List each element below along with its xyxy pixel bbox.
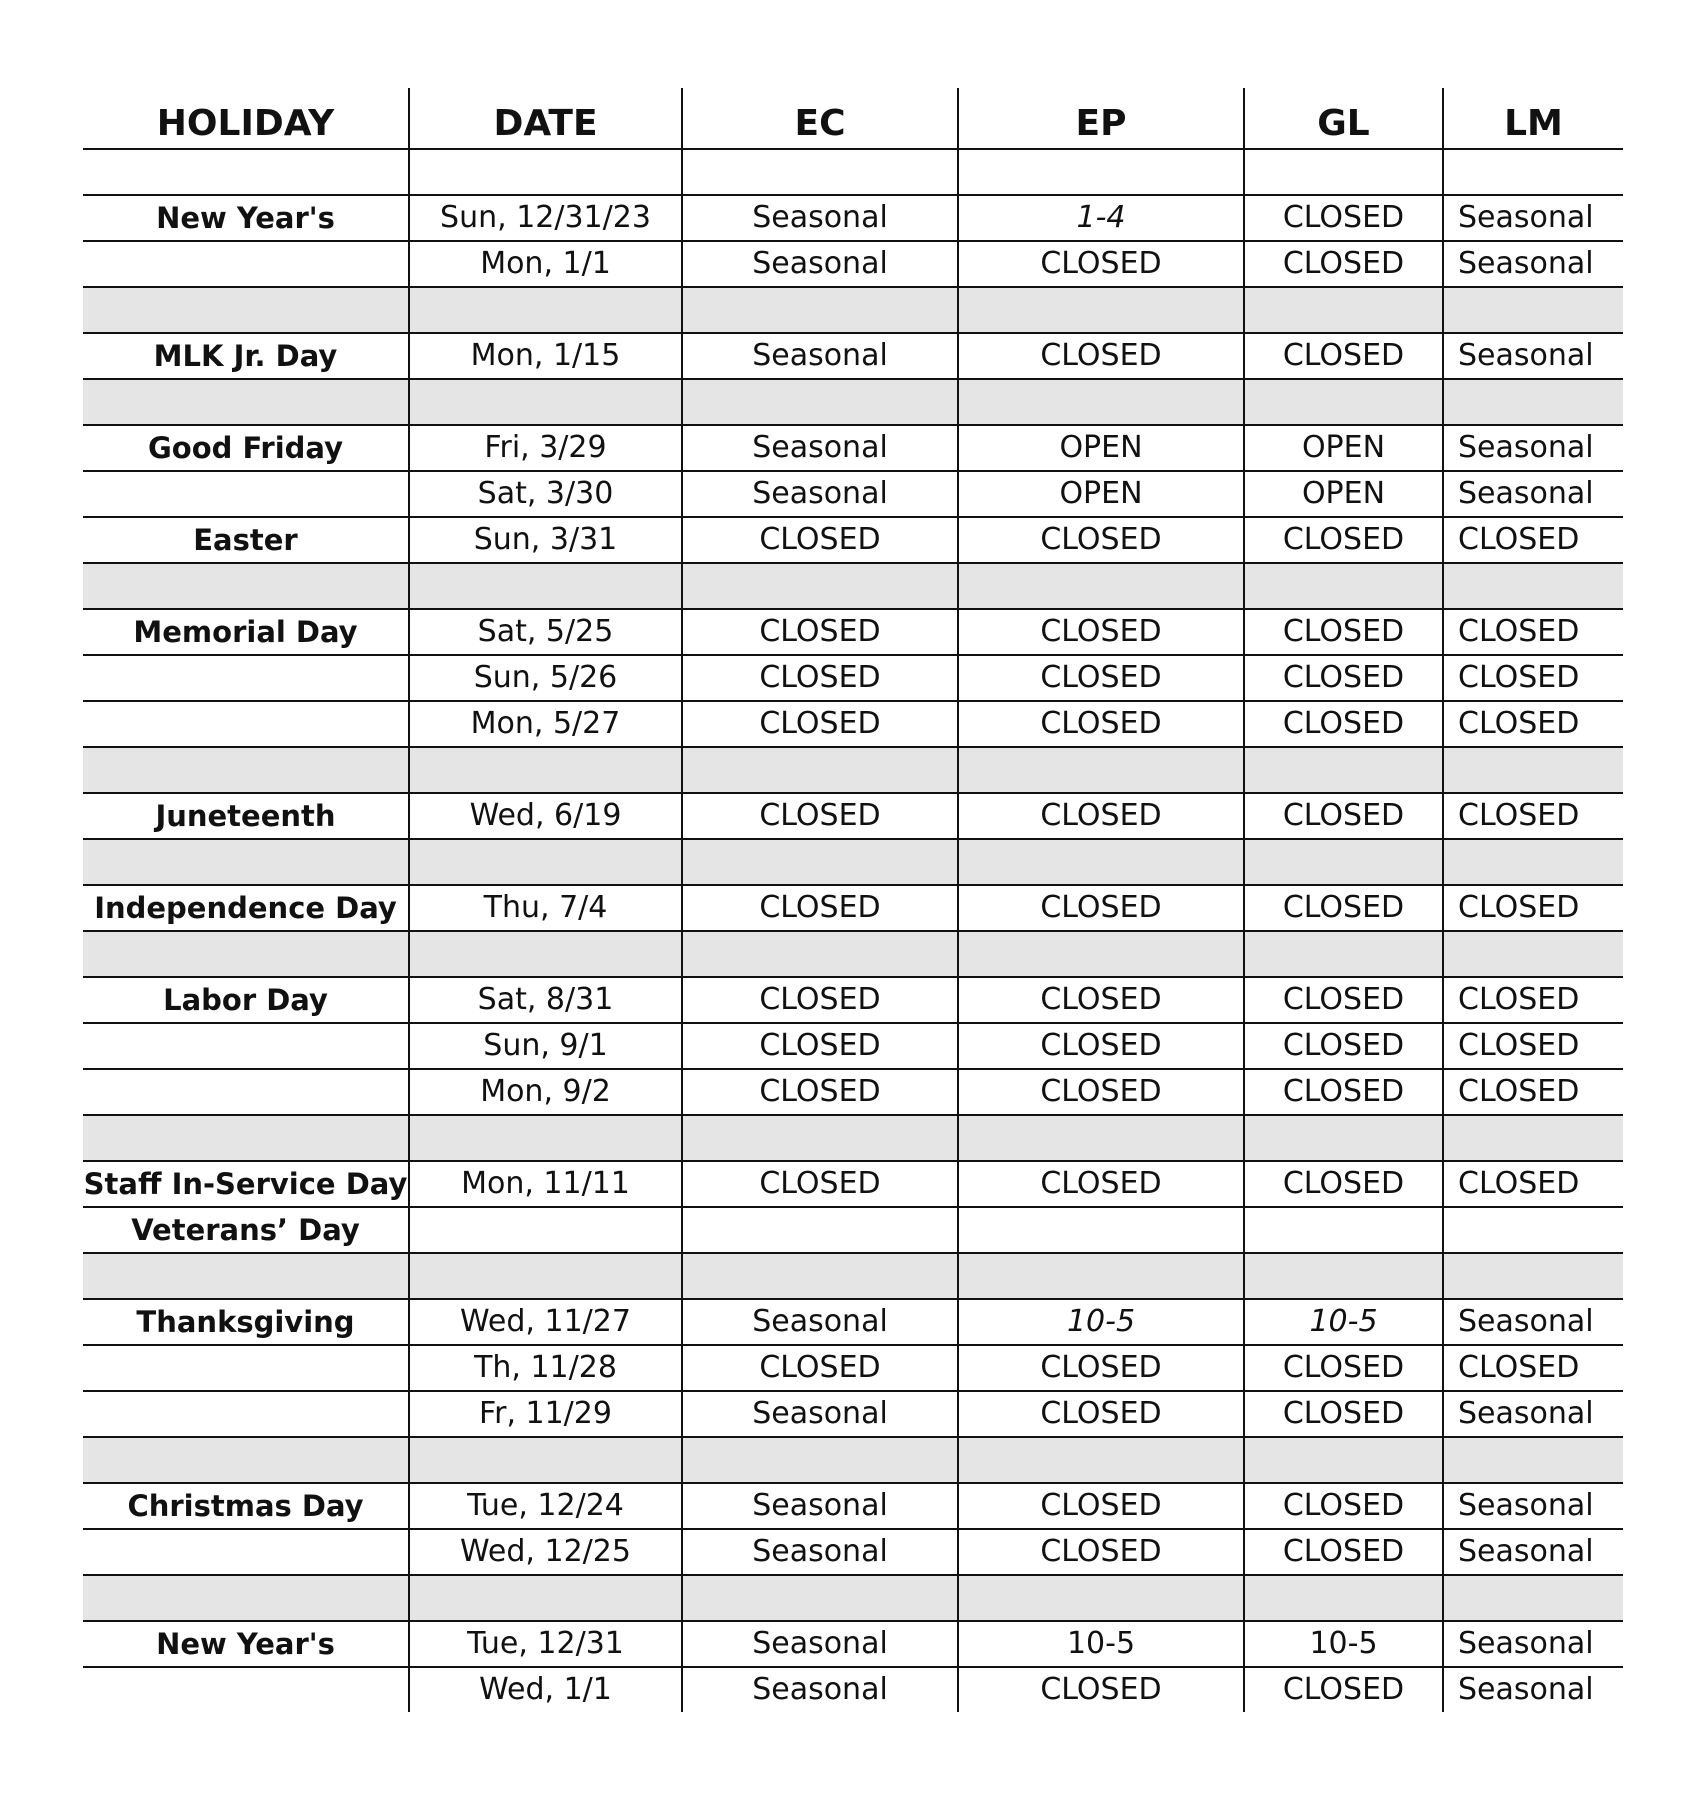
date-cell: Wed, 11/27 [409,1299,682,1345]
gl-cell: CLOSED [1244,1023,1443,1069]
empty-cell [958,287,1244,333]
empty-cell [1244,149,1443,195]
empty-cell [83,1575,409,1621]
ec-cell: Seasonal [682,471,958,517]
date-cell: Sat, 3/30 [409,471,682,517]
lm-cell: Seasonal [1443,471,1623,517]
empty-cell [682,379,958,425]
empty-cell [409,1253,682,1299]
spacer-row [83,1115,1623,1161]
ec-cell: CLOSED [682,977,958,1023]
empty-cell [83,563,409,609]
gl-cell: OPEN [1244,471,1443,517]
empty-cell [1443,1437,1623,1483]
ep-cell: CLOSED [958,1069,1244,1115]
ec-cell: CLOSED [682,609,958,655]
holiday-cell [83,1391,409,1437]
table-row [83,655,1623,701]
date-cell: Sun, 9/1 [409,1023,682,1069]
empty-cell [1443,747,1623,793]
lm-cell: CLOSED [1443,1161,1623,1207]
lm-cell: CLOSED [1443,609,1623,655]
empty-cell [1443,839,1623,885]
date-cell: Mon, 1/1 [409,241,682,287]
ec-cell: CLOSED [682,793,958,839]
ep-cell: 10-5 [958,1299,1244,1345]
empty-cell [682,149,958,195]
gl-cell: CLOSED [1244,1667,1443,1712]
empty-cell [958,149,1244,195]
holiday-cell [83,1529,409,1575]
ep-cell: 10-5 [958,1621,1244,1667]
holiday-cell [83,655,409,701]
empty-cell [1244,563,1443,609]
table-row [83,977,1623,1023]
column-header-date: DATE [409,88,682,149]
spacer-row [83,1437,1623,1483]
date-cell: Wed, 1/1 [409,1667,682,1712]
holiday-cell: MLK Jr. Day [83,333,409,379]
gl-cell: CLOSED [1244,1483,1443,1529]
date-cell: Mon, 5/27 [409,701,682,747]
ep-cell: CLOSED [958,333,1244,379]
ep-cell: CLOSED [958,1391,1244,1437]
gl-cell: CLOSED [1244,701,1443,747]
holiday-cell: Thanksgiving [83,1299,409,1345]
column-header-lm: LM [1443,88,1623,149]
table-row [83,1667,1623,1712]
holiday-cell [83,1667,409,1712]
lm-cell: Seasonal [1443,195,1623,241]
lm-cell: Seasonal [1443,1529,1623,1575]
empty-cell [1244,747,1443,793]
spacer-row [83,287,1623,333]
empty-cell [682,931,958,977]
table-row [83,333,1623,379]
table-body [83,149,1623,1712]
gl-cell: CLOSED [1244,1529,1443,1575]
ec-cell: CLOSED [682,1161,958,1207]
ec-cell: CLOSED [682,655,958,701]
table-row [83,425,1623,471]
holiday-cell [83,1345,409,1391]
ep-cell: CLOSED [958,793,1244,839]
ec-cell: Seasonal [682,425,958,471]
table-row [83,1483,1623,1529]
ep-cell [958,1207,1244,1253]
table-row [83,1069,1623,1115]
lm-cell: Seasonal [1443,1667,1623,1712]
table-row [83,1207,1623,1253]
date-cell: Sun, 3/31 [409,517,682,563]
empty-cell [409,287,682,333]
lm-cell [1443,1207,1623,1253]
holiday-cell [83,241,409,287]
empty-cell [1244,1253,1443,1299]
empty-cell [1244,1575,1443,1621]
holiday-schedule-table [83,88,1623,1712]
table-row [83,195,1623,241]
holiday-cell: Memorial Day [83,609,409,655]
empty-cell [409,839,682,885]
empty-cell [1443,1115,1623,1161]
empty-cell [682,839,958,885]
empty-cell [409,149,682,195]
date-cell: Sat, 5/25 [409,609,682,655]
empty-cell [958,747,1244,793]
column-header-gl: GL [1244,88,1443,149]
empty-cell [409,1575,682,1621]
spacer-row [83,1253,1623,1299]
ep-cell: 1-4 [958,195,1244,241]
empty-cell [83,747,409,793]
gl-cell: CLOSED [1244,793,1443,839]
ep-cell: CLOSED [958,517,1244,563]
empty-cell [83,287,409,333]
lm-cell: CLOSED [1443,977,1623,1023]
empty-cell [83,149,409,195]
ec-cell: CLOSED [682,1069,958,1115]
ec-cell: Seasonal [682,333,958,379]
table-row [83,609,1623,655]
lm-cell: CLOSED [1443,1345,1623,1391]
lm-cell: Seasonal [1443,241,1623,287]
ec-cell [682,1207,958,1253]
spacer-row [83,1575,1623,1621]
empty-cell [682,1253,958,1299]
gl-cell: CLOSED [1244,885,1443,931]
empty-cell [1443,287,1623,333]
table-row [83,1345,1623,1391]
table-header [83,88,1623,149]
ec-cell: CLOSED [682,701,958,747]
ec-cell: Seasonal [682,1299,958,1345]
ec-cell: CLOSED [682,1345,958,1391]
table-row [83,793,1623,839]
date-cell: Tue, 12/31 [409,1621,682,1667]
ec-cell: Seasonal [682,1483,958,1529]
spacer-row [83,931,1623,977]
empty-cell [409,931,682,977]
holiday-cell [83,471,409,517]
gl-cell: 10-5 [1244,1299,1443,1345]
holiday-cell: New Year's [83,195,409,241]
lm-cell: Seasonal [1443,1621,1623,1667]
ec-cell: Seasonal [682,1391,958,1437]
empty-cell [409,747,682,793]
empty-cell [83,379,409,425]
empty-cell [1244,287,1443,333]
empty-cell [83,1437,409,1483]
empty-cell [958,931,1244,977]
lm-cell: CLOSED [1443,655,1623,701]
table-row [83,471,1623,517]
empty-cell [83,1115,409,1161]
spacer-row [83,379,1623,425]
ec-cell: Seasonal [682,1667,958,1712]
holiday-cell: Labor Day [83,977,409,1023]
lm-cell: Seasonal [1443,1391,1623,1437]
empty-cell [1443,1575,1623,1621]
date-cell: Mon, 11/11 [409,1161,682,1207]
ep-cell: CLOSED [958,701,1244,747]
lm-cell: CLOSED [1443,885,1623,931]
lm-cell: CLOSED [1443,701,1623,747]
table-row [83,1023,1623,1069]
spacer-row [83,747,1623,793]
empty-cell [1443,149,1623,195]
gl-cell: CLOSED [1244,655,1443,701]
gl-cell [1244,1207,1443,1253]
ep-cell: CLOSED [958,977,1244,1023]
ep-cell: CLOSED [958,1667,1244,1712]
ep-cell: CLOSED [958,241,1244,287]
gl-cell: CLOSED [1244,609,1443,655]
empty-cell [958,563,1244,609]
ep-cell: OPEN [958,471,1244,517]
holiday-cell: Good Friday [83,425,409,471]
table-row [83,517,1623,563]
date-cell: Th, 11/28 [409,1345,682,1391]
ep-cell: CLOSED [958,1345,1244,1391]
ep-cell: CLOSED [958,609,1244,655]
ec-cell: CLOSED [682,885,958,931]
gl-cell: CLOSED [1244,195,1443,241]
column-header-ep: EP [958,88,1244,149]
empty-cell [1443,379,1623,425]
spacer-row [83,563,1623,609]
holiday-cell [83,1069,409,1115]
empty-cell [1244,1115,1443,1161]
gl-cell: CLOSED [1244,977,1443,1023]
holiday-cell: New Year's [83,1621,409,1667]
gl-cell: 10-5 [1244,1621,1443,1667]
lm-cell: CLOSED [1443,1023,1623,1069]
empty-cell [1244,931,1443,977]
ep-cell: CLOSED [958,1529,1244,1575]
gl-cell: CLOSED [1244,1345,1443,1391]
ec-cell: Seasonal [682,1529,958,1575]
date-cell: Tue, 12/24 [409,1483,682,1529]
table-row [83,701,1623,747]
empty-cell [682,287,958,333]
empty-cell [1244,839,1443,885]
holiday-cell [83,1023,409,1069]
gl-cell: CLOSED [1244,1161,1443,1207]
holiday-cell: Juneteenth [83,793,409,839]
empty-cell [958,1253,1244,1299]
holiday-cell: Independence Day [83,885,409,931]
date-cell: Mon, 9/2 [409,1069,682,1115]
ep-cell: OPEN [958,425,1244,471]
lm-cell: CLOSED [1443,1069,1623,1115]
date-cell: Mon, 1/15 [409,333,682,379]
date-cell: Sun, 5/26 [409,655,682,701]
holiday-cell: Staff In-Service Day [83,1161,409,1207]
date-cell [409,1207,682,1253]
empty-cell [1443,1253,1623,1299]
holiday-cell: Easter [83,517,409,563]
empty-cell [958,1115,1244,1161]
empty-cell [409,1115,682,1161]
date-cell: Thu, 7/4 [409,885,682,931]
date-cell: Wed, 12/25 [409,1529,682,1575]
ep-cell: CLOSED [958,1483,1244,1529]
ep-cell: CLOSED [958,885,1244,931]
holiday-cell: Veterans’ Day [83,1207,409,1253]
table-row [83,1391,1623,1437]
ep-cell: CLOSED [958,655,1244,701]
blank-row [83,149,1623,195]
date-cell: Sun, 12/31/23 [409,195,682,241]
ec-cell: Seasonal [682,1621,958,1667]
ec-cell: Seasonal [682,195,958,241]
empty-cell [1443,931,1623,977]
column-header-ec: EC [682,88,958,149]
lm-cell: Seasonal [1443,333,1623,379]
empty-cell [83,1253,409,1299]
ec-cell: CLOSED [682,517,958,563]
gl-cell: CLOSED [1244,241,1443,287]
empty-cell [682,1437,958,1483]
spacer-row [83,839,1623,885]
empty-cell [958,839,1244,885]
lm-cell: Seasonal [1443,425,1623,471]
holiday-cell [83,701,409,747]
table-row [83,1529,1623,1575]
gl-cell: CLOSED [1244,1069,1443,1115]
empty-cell [682,1115,958,1161]
gl-cell: CLOSED [1244,333,1443,379]
empty-cell [1244,379,1443,425]
empty-cell [958,1437,1244,1483]
empty-cell [1244,1437,1443,1483]
empty-cell [958,1575,1244,1621]
holiday-cell: Christmas Day [83,1483,409,1529]
date-cell: Fri, 3/29 [409,425,682,471]
gl-cell: CLOSED [1244,517,1443,563]
header-row [83,88,1623,149]
lm-cell: Seasonal [1443,1299,1623,1345]
gl-cell: CLOSED [1244,1391,1443,1437]
lm-cell: Seasonal [1443,1483,1623,1529]
date-cell: Sat, 8/31 [409,977,682,1023]
ep-cell: CLOSED [958,1023,1244,1069]
empty-cell [83,839,409,885]
ep-cell: CLOSED [958,1161,1244,1207]
empty-cell [1443,563,1623,609]
lm-cell: CLOSED [1443,793,1623,839]
empty-cell [958,379,1244,425]
empty-cell [682,1575,958,1621]
date-cell: Fr, 11/29 [409,1391,682,1437]
empty-cell [409,1437,682,1483]
empty-cell [409,563,682,609]
empty-cell [409,379,682,425]
table-row [83,885,1623,931]
table-row [83,1161,1623,1207]
gl-cell: OPEN [1244,425,1443,471]
empty-cell [682,563,958,609]
empty-cell [83,931,409,977]
column-header-holiday: HOLIDAY [83,88,409,149]
table-row [83,1621,1623,1667]
empty-cell [682,747,958,793]
lm-cell: CLOSED [1443,517,1623,563]
ec-cell: Seasonal [682,241,958,287]
date-cell: Wed, 6/19 [409,793,682,839]
table-row [83,1299,1623,1345]
table-row [83,241,1623,287]
ec-cell: CLOSED [682,1023,958,1069]
